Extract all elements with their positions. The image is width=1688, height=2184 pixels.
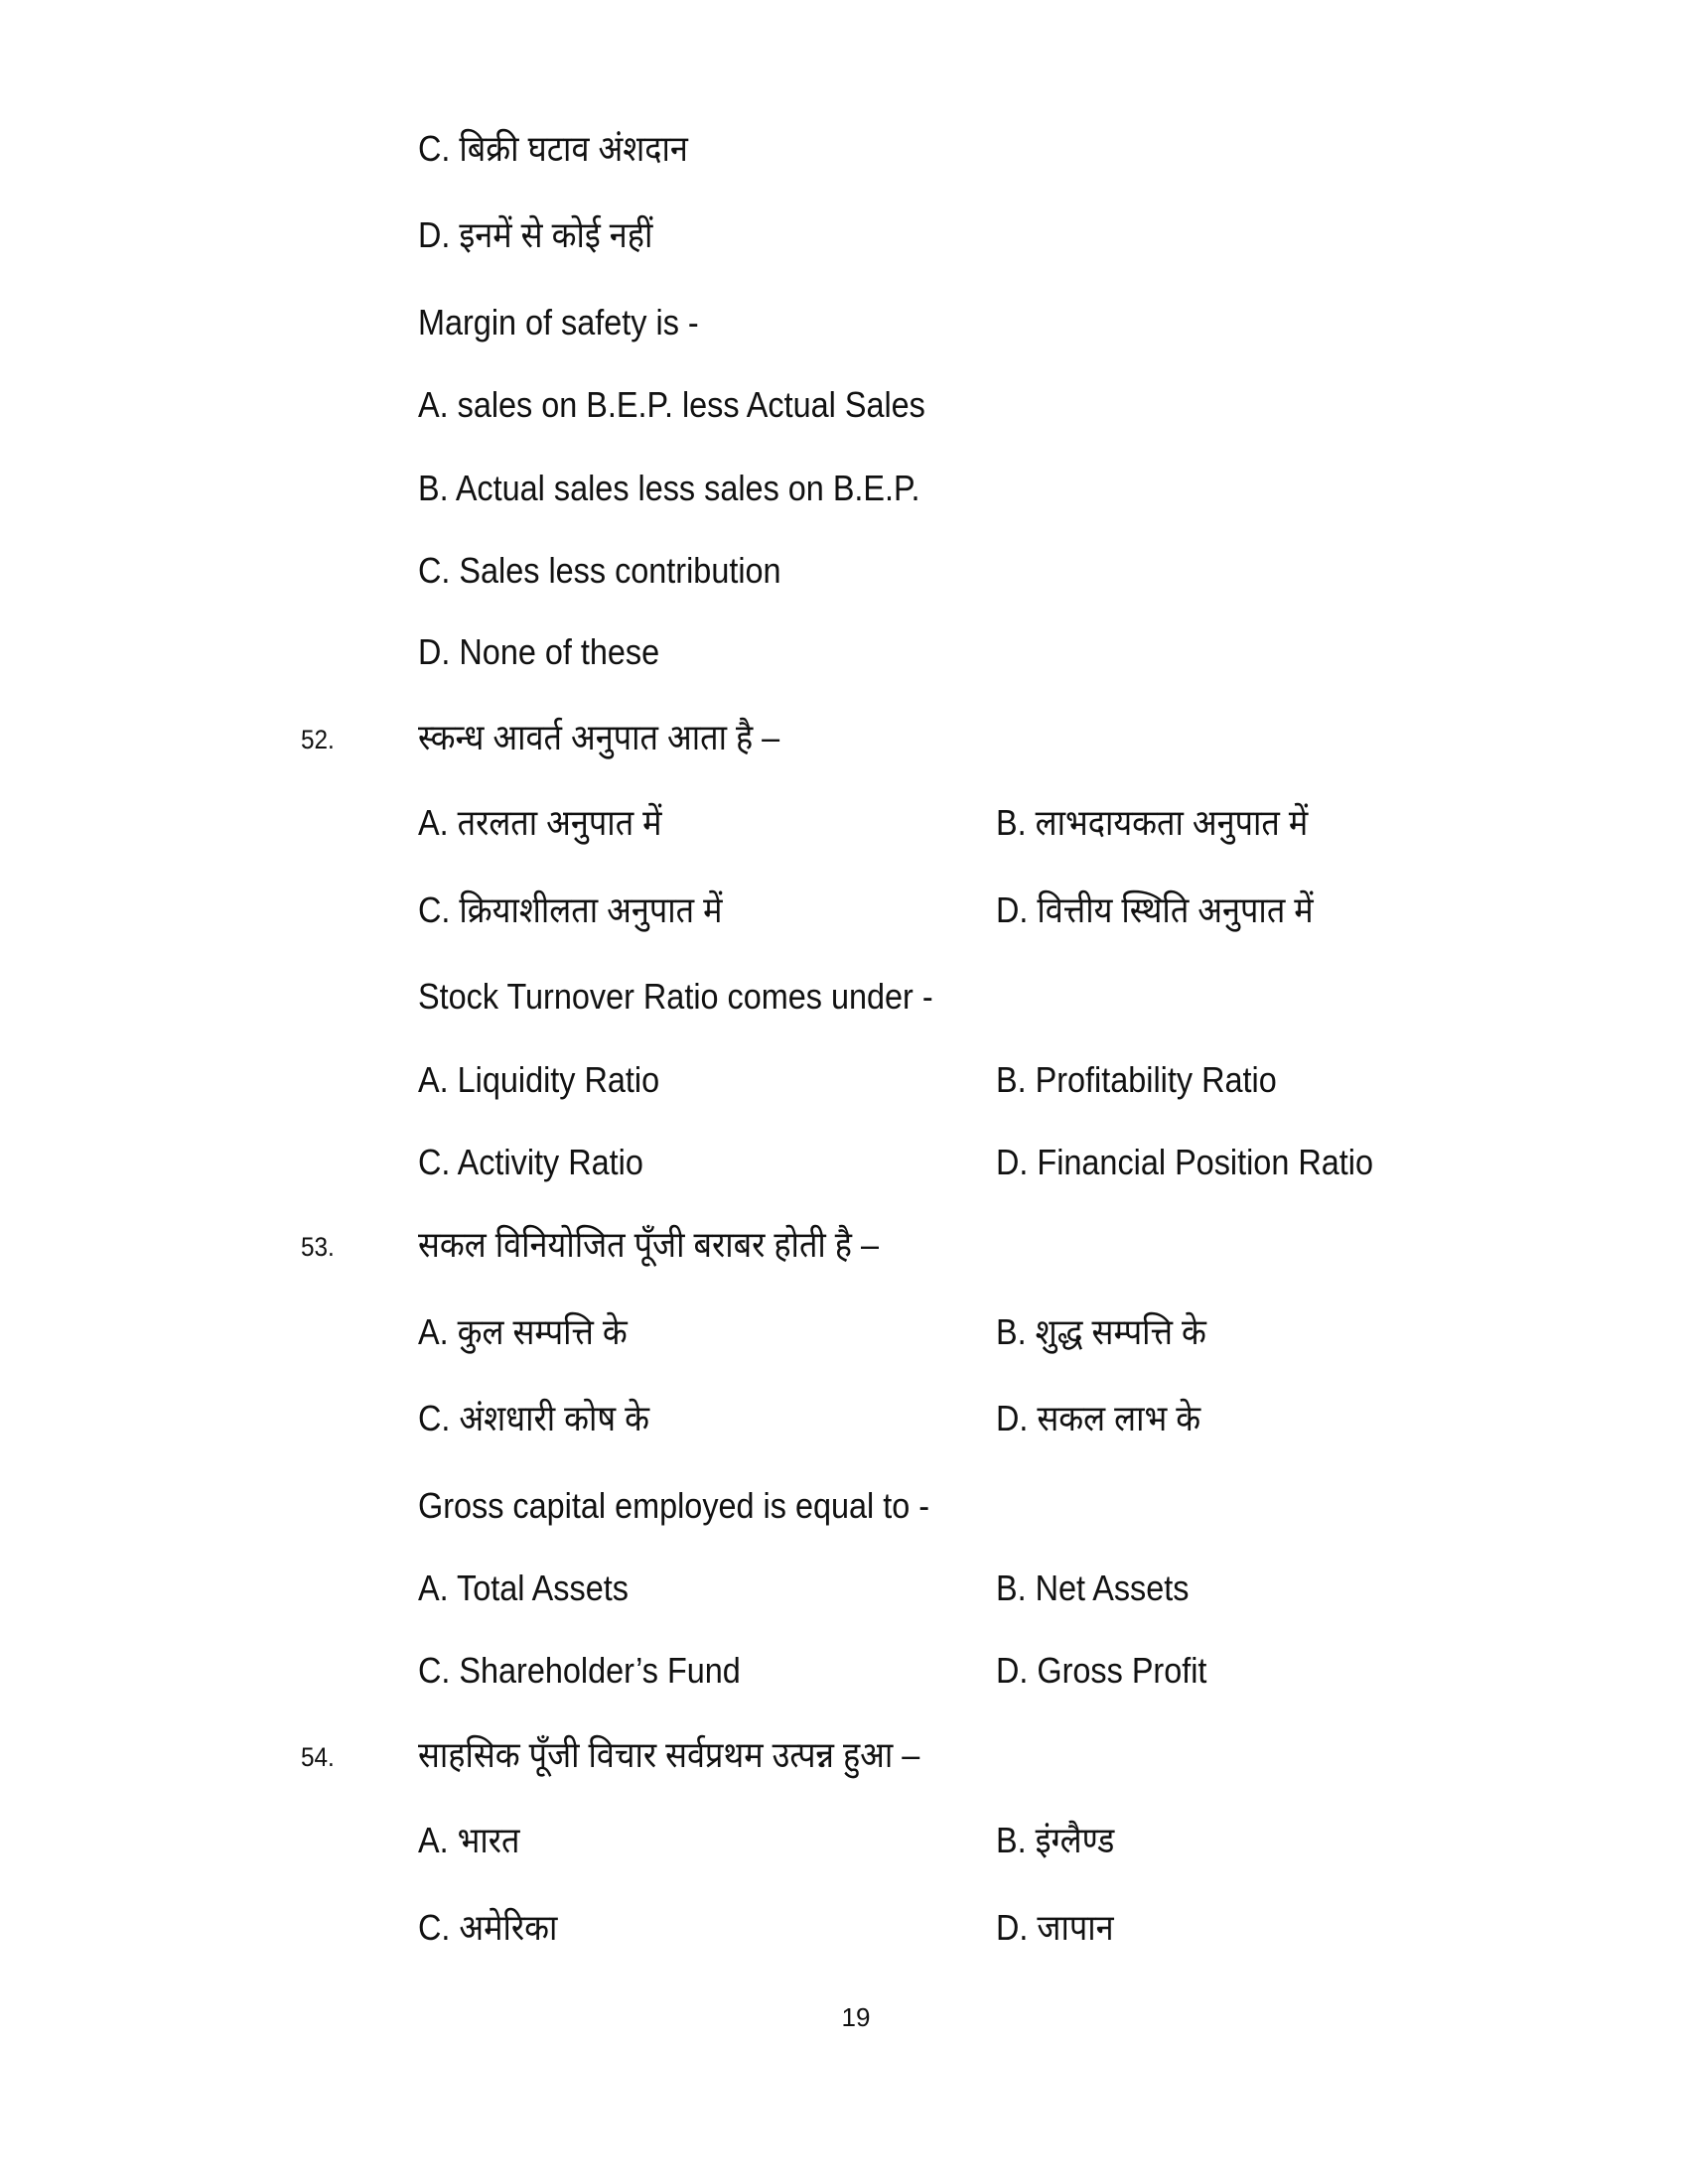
question-number: 52. bbox=[301, 725, 335, 754]
question-text-en: Stock Turnover Ratio comes under - bbox=[418, 976, 933, 1017]
option-hi-a: A. तरलता अनुपात में bbox=[418, 802, 662, 843]
option-hi-d: D. वित्तीय स्थिति अनुपात में bbox=[996, 889, 1314, 930]
question-text-hi: स्कन्ध आवर्त अनुपात आता है – bbox=[418, 717, 780, 757]
option-hi-d: D. जापान bbox=[996, 1907, 1114, 1948]
option-hi-b: B. शुद्ध सम्पत्ति के bbox=[996, 1311, 1206, 1352]
question-text-en: Margin of safety is - bbox=[418, 302, 699, 342]
option-hi-c: C. अंशधारी कोष के bbox=[418, 1398, 650, 1438]
option-en-b: B. Actual sales less sales on B.E.P. bbox=[418, 468, 920, 508]
option-en-d: D. None of these bbox=[418, 631, 660, 672]
option-en-a: A. Liquidity Ratio bbox=[418, 1059, 660, 1100]
question-text-en: Gross capital employed is equal to - bbox=[418, 1485, 930, 1526]
question-number: 54. bbox=[301, 1742, 335, 1772]
option-hi-d: D. इनमें से कोई नहीं bbox=[418, 214, 653, 255]
question-number: 53. bbox=[301, 1232, 335, 1262]
option-en-c: C. Activity Ratio bbox=[418, 1142, 643, 1182]
option-hi-a: A. कुल सम्पत्ति के bbox=[418, 1311, 628, 1352]
option-hi-b: B. लाभदायकता अनुपात में bbox=[996, 802, 1309, 843]
option-en-a: A. Total Assets bbox=[418, 1568, 629, 1608]
option-en-c: C. Sales less contribution bbox=[418, 550, 781, 591]
option-en-b: B. Profitability Ratio bbox=[996, 1059, 1277, 1100]
question-text-hi: साहसिक पूँजी विचार सर्वप्रथम उत्पन्न हुआ – bbox=[418, 1734, 920, 1775]
option-en-d: D. Financial Position Ratio bbox=[996, 1142, 1373, 1182]
option-en-d: D. Gross Profit bbox=[996, 1650, 1207, 1691]
option-hi-b: B. इंग्लैण्ड bbox=[996, 1820, 1115, 1860]
option-hi-c: C. अमेरिका bbox=[418, 1907, 558, 1948]
option-en-a: A. sales on B.E.P. less Actual Sales bbox=[418, 384, 925, 425]
question-text-hi: सकल विनियोजित पूँजी बराबर होती है – bbox=[418, 1224, 880, 1265]
option-en-b: B. Net Assets bbox=[996, 1568, 1190, 1608]
option-hi-d: D. सकल लाभ के bbox=[996, 1398, 1201, 1438]
page-number: 19 bbox=[841, 2002, 871, 2032]
option-hi-c: C. बिक्री घटाव अंशदान bbox=[418, 128, 688, 169]
option-hi-a: A. भारत bbox=[418, 1820, 520, 1860]
option-en-c: C. Shareholder’s Fund bbox=[418, 1650, 741, 1691]
option-hi-c: C. क्रियाशीलता अनुपात में bbox=[418, 889, 723, 930]
